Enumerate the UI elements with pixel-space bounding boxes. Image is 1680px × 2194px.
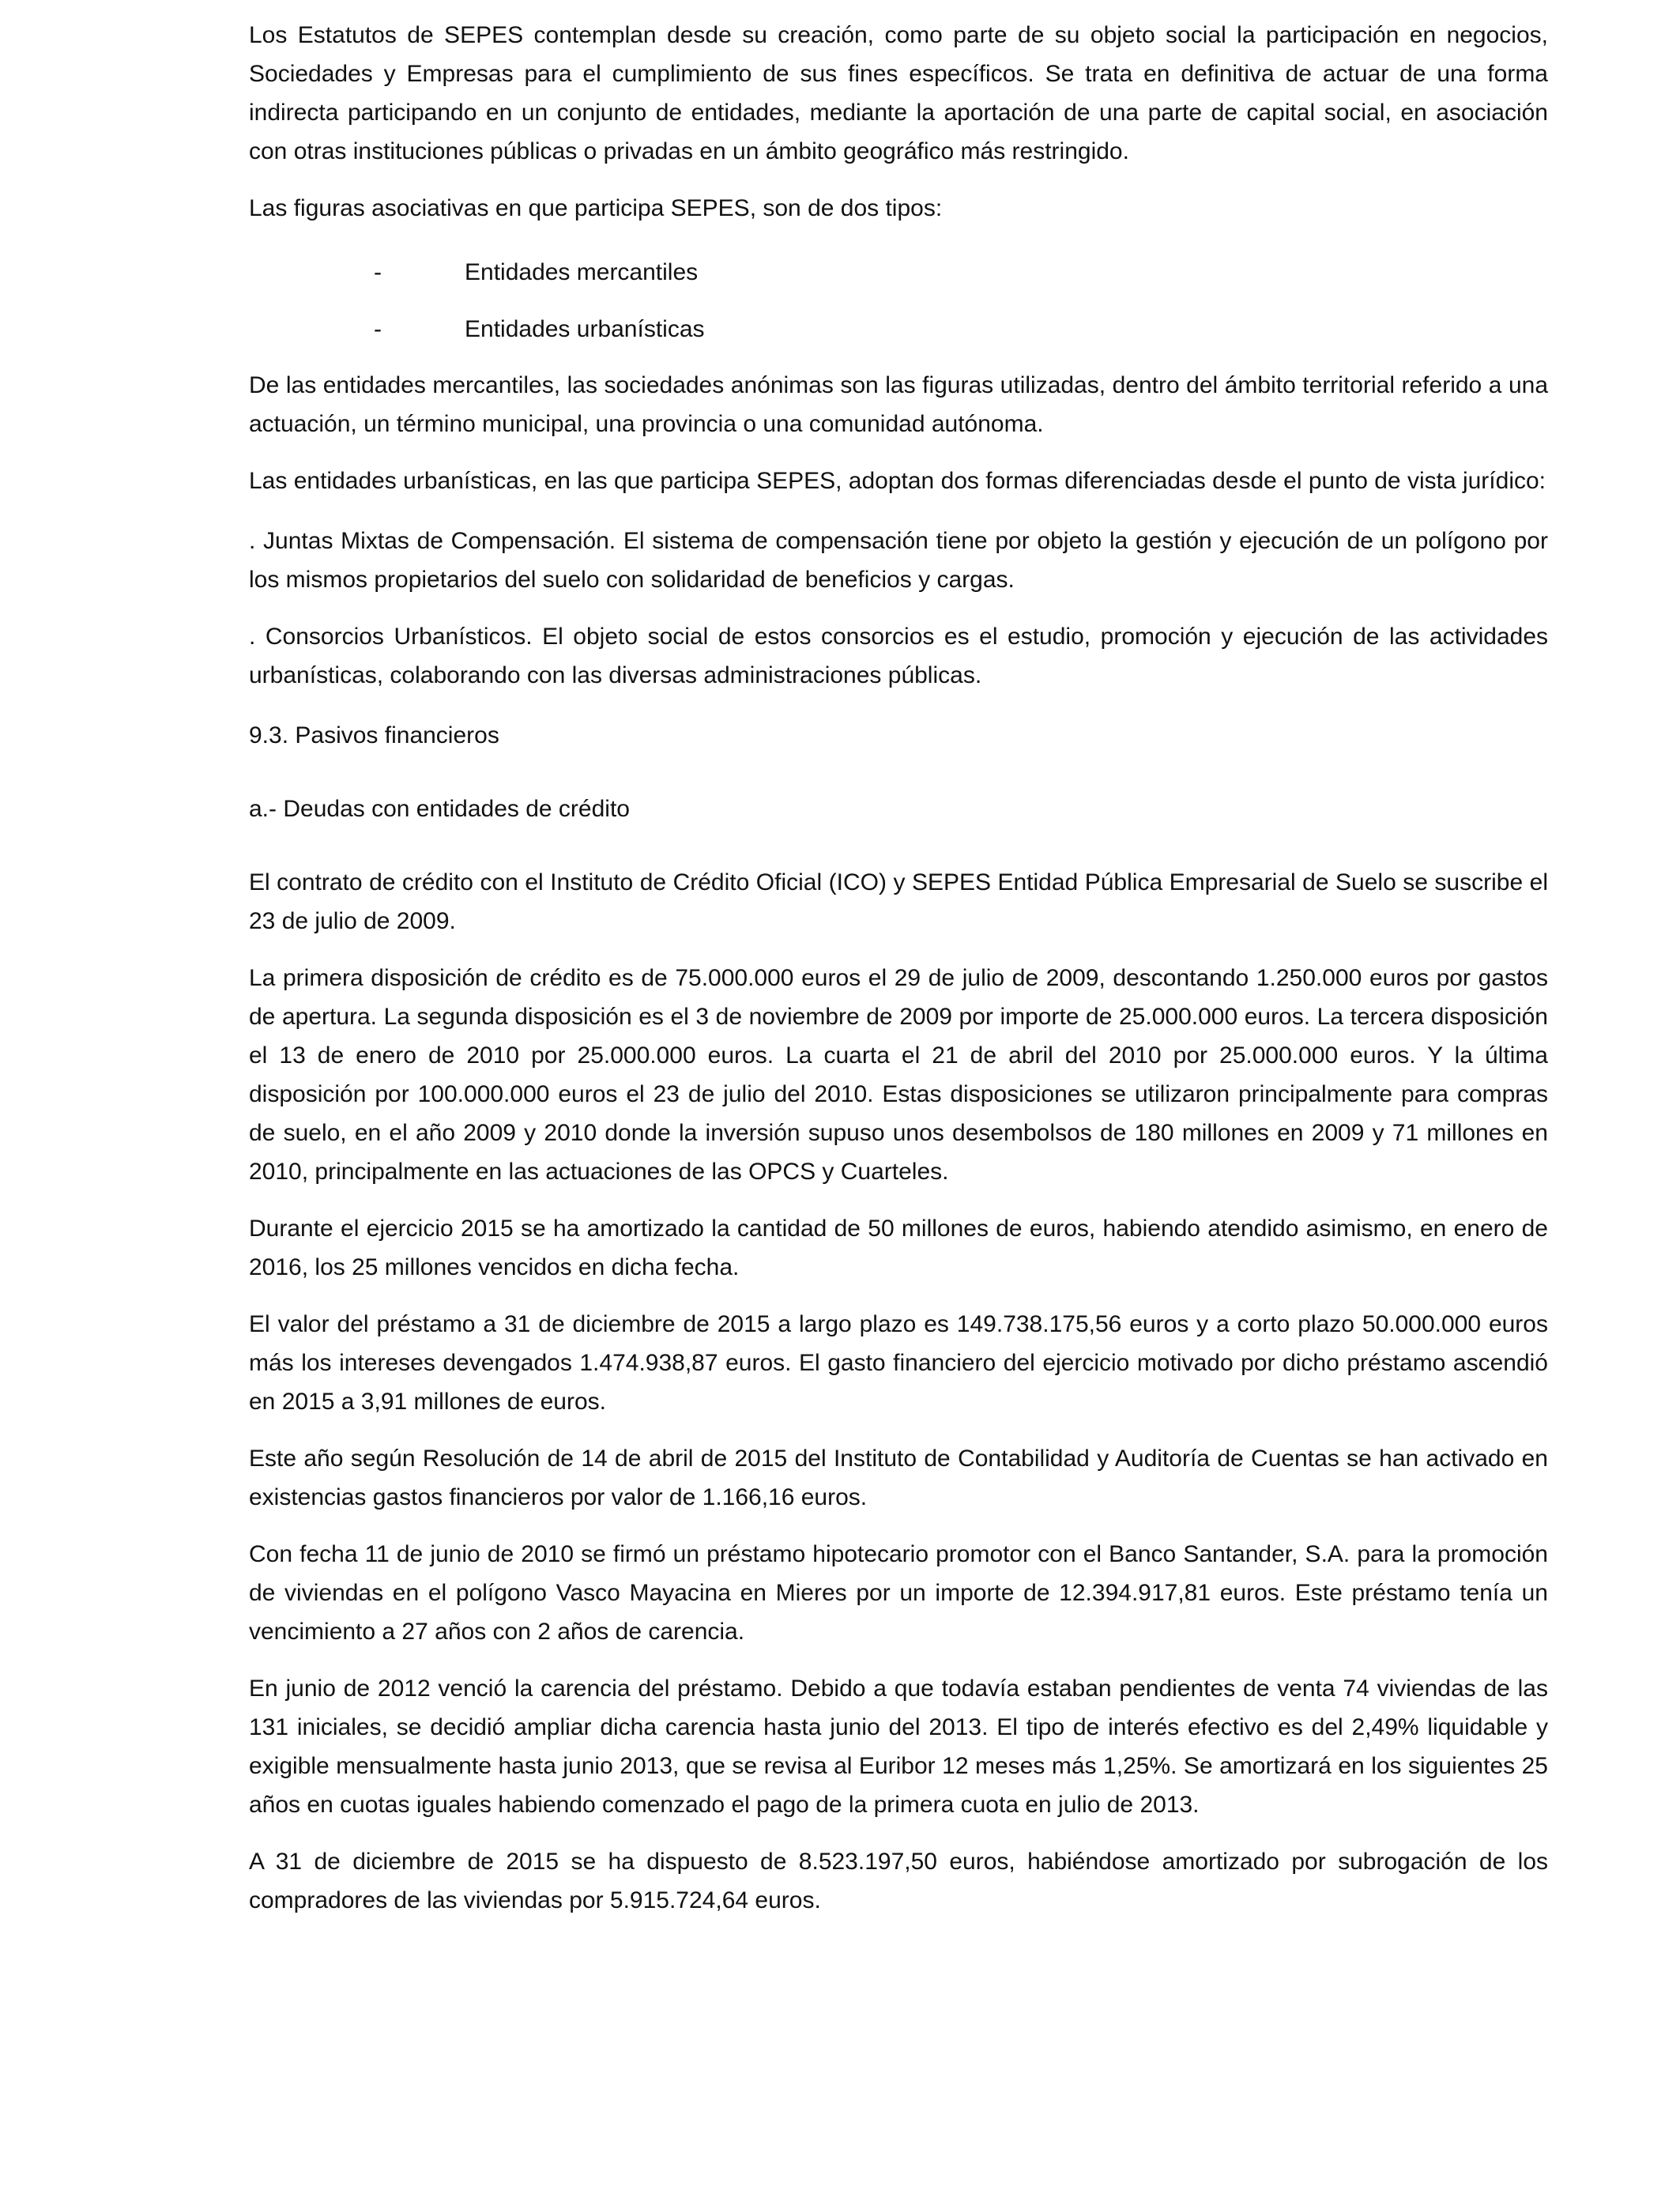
paragraph-contrato-ico: El contrato de crédito con el Instituto de Crédito Oficial (ICO) y SEPES Entidad Pública Empresarial de Suelo se suscribe el 23 de julio de 2009.: [249, 869, 1548, 934]
entity-type-list: [249, 244, 1548, 358]
list-item-text: Entidades urbanísticas: [465, 316, 705, 342]
paragraph-figuras-asociativas: Las figuras asociativas en que participa SEPES, son de dos tipos:: [249, 195, 943, 221]
paragraph-resolucion: Este año según Resolución de 14 de abril de 2015 del Instituto de Contabilidad y Auditoría de Cuentas se han activado en existencias gastos financieros por valor de 1.166,16 euros.: [249, 1446, 1548, 1510]
list-item: [249, 301, 1548, 358]
paragraph-disposiciones: La primera disposición de crédito es de 75.000.000 euros el 29 de julio de 2009, descontando 1.250.000 euros por gastos de apertura. La segunda disposición es el 3 de noviembre de 2009 por importe de 25.000.000 euros. La tercera disposición el 13 de enero de 2010 por 25.000.000 euros. La cuarta el 21 de abril del 2010 por 25.000.000 euros. Y la última disposición por 100.000.000 euros el 23 de julio del 2010. Estas disposiciones se utilizaron principalmente para compras de suelo, en el año 2009 y 2010 donde la inversión supuso unos desembolsos de 180 millones en 2009 y 71 millones en 2010, principalmente en las actuaciones de las OPCS y Cuarteles.: [249, 965, 1548, 1185]
section-heading: 9.3. Pasivos financieros: [249, 722, 499, 748]
paragraph-valor-prestamo: El valor del préstamo a 31 de diciembre de 2015 a largo plazo es 149.738.175,56 euros y a corto plazo 50.000.000 euros más los intereses devengados 1.474.938,87 euros. El gasto financiero del ejercicio motivado por dicho préstamo ascendió en 2015 a 3,91 millones de euros.: [249, 1311, 1548, 1415]
list-item: [249, 244, 1548, 301]
list-bullet: -: [374, 259, 382, 285]
paragraph-estatutos: Los Estatutos de SEPES contemplan desde su creación, como parte de su objeto social la participación en negocios, Sociedades y Empresas para el cumplimiento de sus fines específicos. Se trata en definitiva de actuar de una forma indirecta participando en un conjunto de entidades, mediante la aportación de una parte de capital social, en asociación con otras instituciones públicas o privadas en un ámbito geográfico más restringido.: [249, 22, 1548, 164]
list-bullet: -: [374, 316, 382, 342]
paragraph-consorcios: . Consorcios Urbanísticos. El objeto social de estos consorcios es el estudio, promoción y ejecución de las actividades urbanísticas, colaborando con las diversas administraciones públicas.: [249, 624, 1548, 688]
paragraph-juntas-mixtas: . Juntas Mixtas de Compensación. El sistema de compensación tiene por objeto la gestión y ejecución de un polígono por los mismos propietarios del suelo con solidaridad de beneficios y cargas.: [249, 528, 1548, 593]
paragraph-ejercicio-2015: Durante el ejercicio 2015 se ha amortizado la cantidad de 50 millones de euros, habiendo atendido asimismo, en enero de 2016, los 25 millones vencidos en dicha fecha.: [249, 1216, 1548, 1280]
paragraph-dispuesto: A 31 de diciembre de 2015 se ha dispuesto de 8.523.197,50 euros, habiéndose amortizado por subrogación de los compradores de las viviendas por 5.915.724,64 euros.: [249, 1849, 1548, 1913]
document-body: [249, 16, 1548, 1938]
subsection-heading: a.- Deudas con entidades de crédito: [249, 796, 630, 822]
paragraph-entidades-urbanisticas: Las entidades urbanísticas, en las que participa SEPES, adoptan dos formas diferenciadas desde el punto de vista jurídico:: [249, 468, 1546, 494]
paragraph-carencia: En junio de 2012 venció la carencia del préstamo. Debido a que todavía estaban pendientes de venta 74 viviendas de las 131 iniciales, se decidió ampliar dicha carencia hasta junio del 2013. El tipo de interés efectivo es del 2,49% liquidable y exigible mensualmente hasta junio 2013, que se revisa al Euribor 12 meses más 1,25%. Se amortizará en los siguientes 25 años en cuotas iguales habiendo comenzado el pago de la primera cuota en julio de 2013.: [249, 1676, 1548, 1818]
list-item-text: Entidades mercantiles: [465, 259, 699, 285]
paragraph-entidades-mercantiles: De las entidades mercantiles, las sociedades anónimas son las figuras utilizadas, dentro del ámbito territorial referido a una actuación, un término municipal, una provincia o una comunidad autónoma.: [249, 372, 1548, 437]
paragraph-prestamo-hipotecario: Con fecha 11 de junio de 2010 se firmó un préstamo hipotecario promotor con el Banco Santander, S.A. para la promoción de viviendas en el polígono Vasco Mayacina en Mieres por un importe de 12.394.917,81 euros. Este préstamo tenía un vencimiento a 27 años con 2 años de carencia.: [249, 1541, 1548, 1645]
